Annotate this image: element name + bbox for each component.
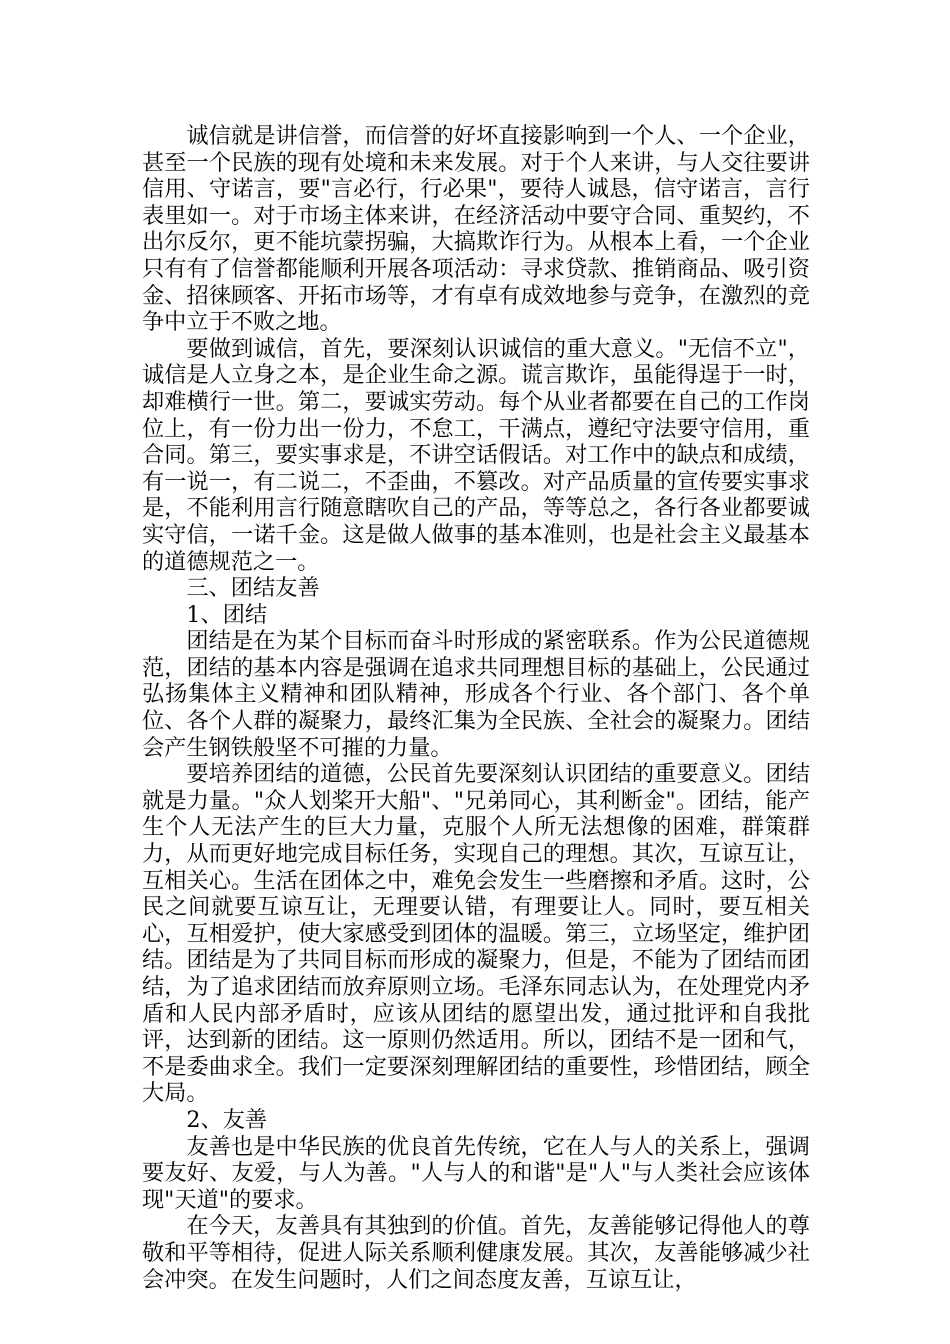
subheading-unity: 1、团结 bbox=[186, 601, 268, 628]
section-heading-unity-friendliness: 三、团结友善 bbox=[186, 575, 320, 602]
paragraph-friendliness-value: 在今天，友善具有其独到的价值。首先，友善能够记得他人的尊敬和平等相待，促进人际关系顺利健康发展。其次，友善能够减少社会冲突。在发生问题时，人们之间态度友善，互谅互让， bbox=[142, 1213, 810, 1293]
paragraph-integrity-definition: 诚信就是讲信誉，而信誉的好坏直接影响到一个人、一个企业，甚至一个民族的现有处境和未来发展。对于个人来讲，与人交往要讲信用、守诺言，要"言必行，行必果"，要待人诚恳，信守诺言，言行表里如一。对于市场主体来讲，在经济活动中要守合同、重契约，不出尔反尔，更不能坑蒙拐骗，大搞欺诈行为。从根本上看，一个企业只有有了信誉都能顺利开展各项活动：寻求贷款、推销商品、吸引资金、招徕顾客、开拓市场等，才有卓有成效地参与竞争，在激烈的竞争中立于不败之地。 bbox=[142, 123, 810, 336]
subheading-friendliness: 2、友善 bbox=[186, 1106, 268, 1133]
paragraph-integrity-practice: 要做到诚信，首先，要深刻认识诚信的重大意义。"无信不立"，诚信是人立身之本，是企业生命之源。谎言欺诈，虽能得逞于一时，却难横行一世。第二，要诚实劳动。每个从业者都要在自己的工作岗位上，有一份力出一份力，不怠工，干满点，遵纪守法要守信用，重合同。第三，要实事求是，不讲空话假话。对工作中的缺点和成绩，有一说一，有二说二，不歪曲，不篡改。对产品质量的宣传要实事求是，不能利用言行随意瞎吹自己的产品，等等总之，各行各业都要诚实守信，一诺千金。这是做人做事的基本准则，也是社会主义最基本的道德规范之一。 bbox=[142, 335, 810, 575]
paragraph-unity-definition: 团结是在为某个目标而奋斗时形成的紧密联系。作为公民道德规范，团结的基本内容是强调在追求共同理想目标的基础上，公民通过弘扬集体主义精神和团队精神，形成各个行业、各个部门、各个单位、各个人群的凝聚力，最终汇集为全民族、全社会的凝聚力。团结会产生钢铁般坚不可摧的力量。 bbox=[142, 628, 810, 761]
document-page bbox=[142, 123, 810, 1293]
paragraph-friendliness-tradition: 友善也是中华民族的优良首先传统，它在人与人的关系上，强调要友好、友爱，与人为善。"人与人的和谐"是"人"与人类社会应该体现"天道"的要求。 bbox=[142, 1133, 810, 1213]
paragraph-unity-practice: 要培养团结的道德，公民首先要深刻认识团结的重要意义。团结就是力量。"众人划桨开大船"、"兄弟同心，其利断金"。团结，能产生个人无法产生的巨大力量，克服个人所无法想像的困难，群策群力，从而更好地完成目标任务，实现自己的理想。其次，互谅互让，互相关心。生活在团体之中，难免会发生一些磨擦和矛盾。这时，公民之间就要互谅互让，无理要认错，有理要让人。同时，要互相关心，互相爱护，使大家感受到团体的温暖。第三，立场坚定，维护团结。团结是为了共同目标而形成的凝聚力，但是，不能为了团结而团结，为了追求团结而放弃原则立场。毛泽东同志认为，在处理党内矛盾和人民内部矛盾时，应该从团结的愿望出发，通过批评和自我批评，达到新的团结。这一原则仍然适用。所以，团结不是一团和气，不是委曲求全。我们一定要深刻理解团结的重要性，珍惜团结，顾全大局。 bbox=[142, 761, 810, 1107]
